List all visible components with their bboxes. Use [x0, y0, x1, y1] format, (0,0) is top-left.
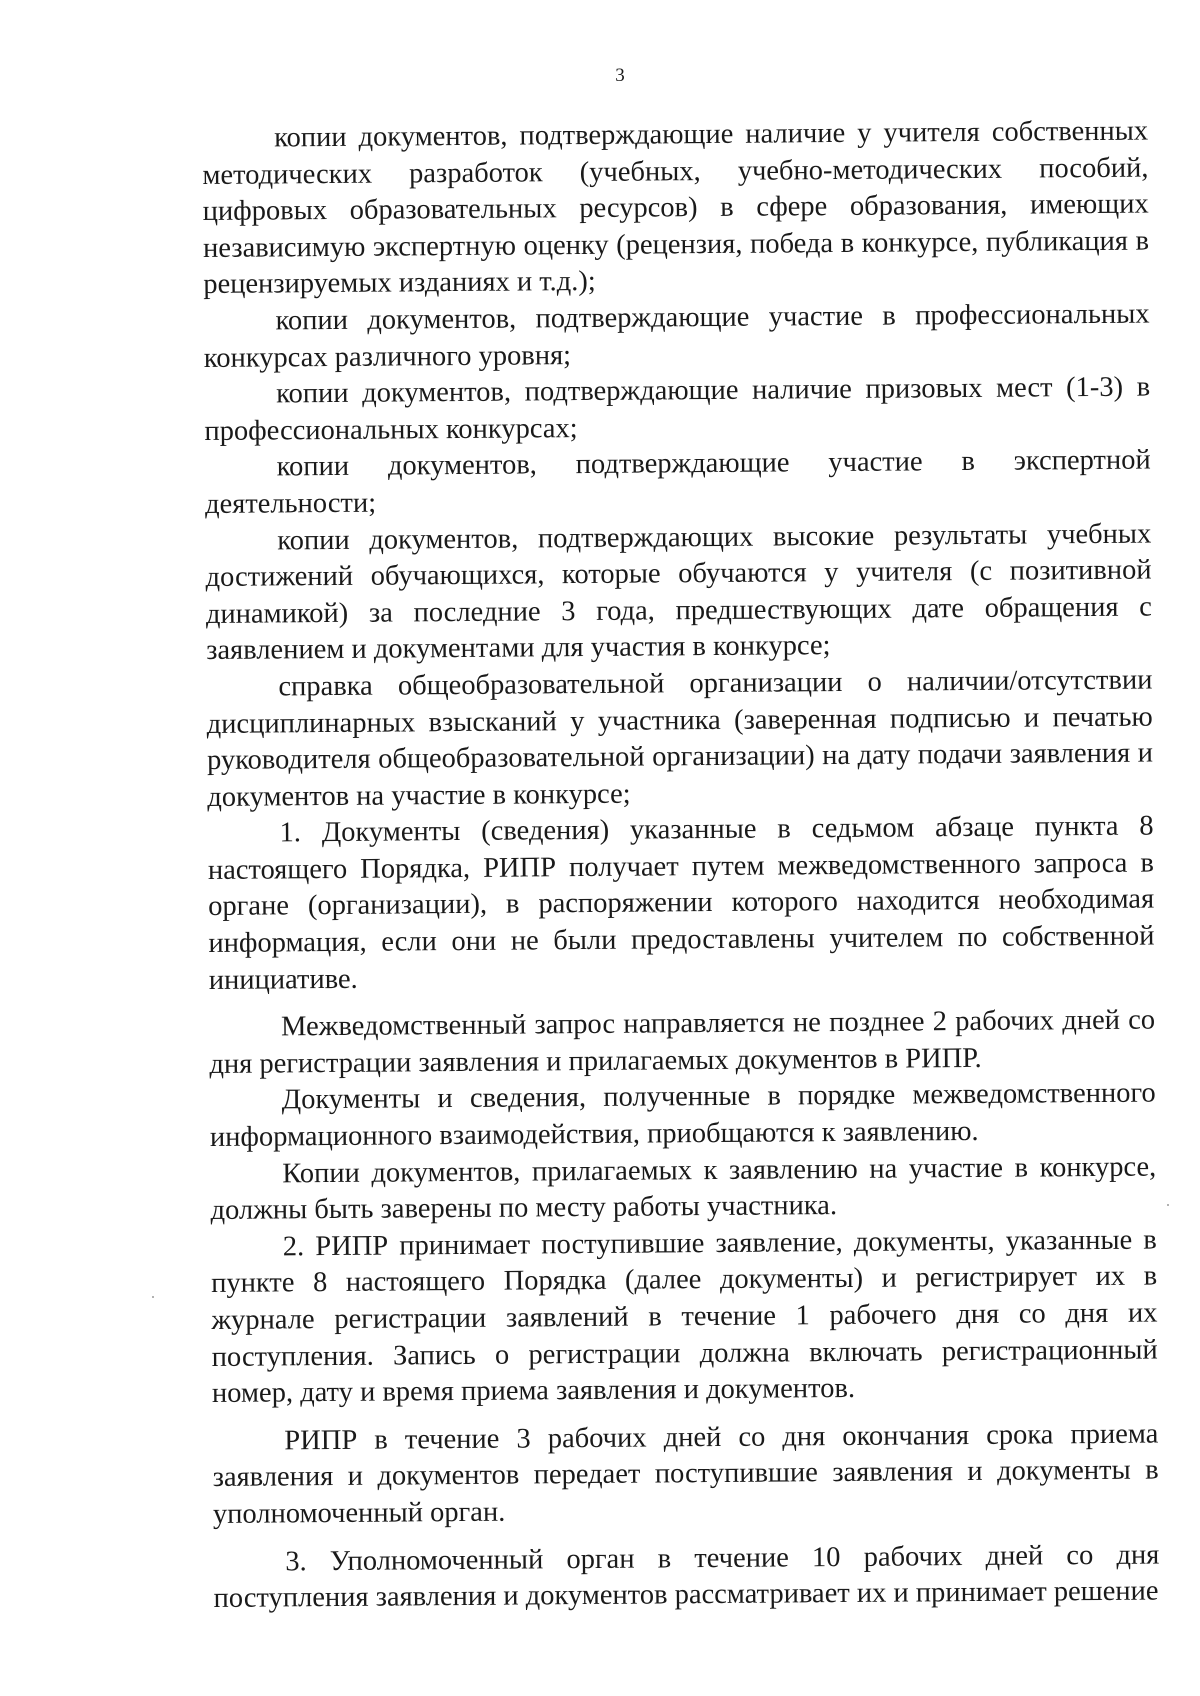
paragraph-student-achievements: копии документов, подтверждающих высокие результаты учебных достижений обучающихся, которые обучаются у учителя (с позитивной динамикой) за последние 3 года, предшествующих дате обращения с заявлением и документами для участия в конкурсе; [205, 518, 1152, 667]
paragraph-item-3: 3. Уполномоченный орган в течение 10 рабочих дней со дня поступления заявления и документов рассматривает их и принимает решение [213, 1539, 1160, 1615]
paragraph-prize-places: копии документов, подтверждающие наличие призовых мест (1-3) в профессиональных конкурсах; [204, 371, 1151, 447]
page-number: 3 [615, 65, 625, 86]
paragraph-methodical-developments: копии документов, подтверждающие наличие у учителя собственных методических разработок (учебных, учебно-методических пособий, цифровых образовательных ресурсов) в сфере образования, имеющих независимую экспертную оценку (рецензия, победа в конкурсе, публикация в рецензируемых изданиях и т.д.); [202, 115, 1150, 301]
paragraph-expert-activity: копии документов, подтверждающие участие в экспертной деятельности; [204, 444, 1151, 520]
paragraph-copies-certified: Копии документов, прилагаемых к заявлению на участие в конкурсе, должны быть заверены по месту работы участника. [210, 1151, 1157, 1227]
scan-speck [1167, 1204, 1169, 1206]
paragraph-item-1: 1. Документы (сведения) указанные в седьмом абзаце пункта 8 настоящего Порядка, РИПР получает путем межведомственного запроса в органе (организации), в распоряжении которого находится необходимая информация, если они не были предоставлены учителем по собственной инициативе. [207, 810, 1155, 996]
paragraph-interagency-request: Межведомственный запрос направляется не позднее 2 рабочих дней со дня регистрации заявления и прилагаемых документов в РИПР. [209, 1004, 1156, 1080]
scan-speck [152, 1296, 154, 1298]
paragraph-item-2: 2. РИПР принимает поступившие заявление, документы, указанные в пункте 8 настоящего Порядка (далее документы) и регистрирует их в журнале регистрации заявлений в течение 1 рабочего дня со дня их поступления. Запись о регистрации должна включать регистрационный номер, дату и время приема заявления и документов. [211, 1224, 1158, 1410]
paragraph-contest-participation: копии документов, подтверждающие участие в профессиональных конкурсах различного уровня; [203, 298, 1150, 374]
paragraph-interagency-documents: Документы и сведения, полученные в порядке межведомственного информационного взаимодействия, приобщаются к заявлению. [209, 1077, 1156, 1153]
paragraph-disciplinary-certificate: справка общеобразовательной организации о наличии/отсутствии дисциплинарных взысканий у участника (заверенная подписью и печатью руководителя общеобразовательной организации) на дату подачи заявления и документов на участие в конкурсе; [206, 664, 1154, 813]
document-body [202, 114, 1160, 1618]
paragraph-transfer-to-authority: РИПР в течение 3 рабочих дней со дня окончания срока приема заявления и документов передает поступившие заявления и документы в уполномоченный орган. [212, 1418, 1159, 1530]
